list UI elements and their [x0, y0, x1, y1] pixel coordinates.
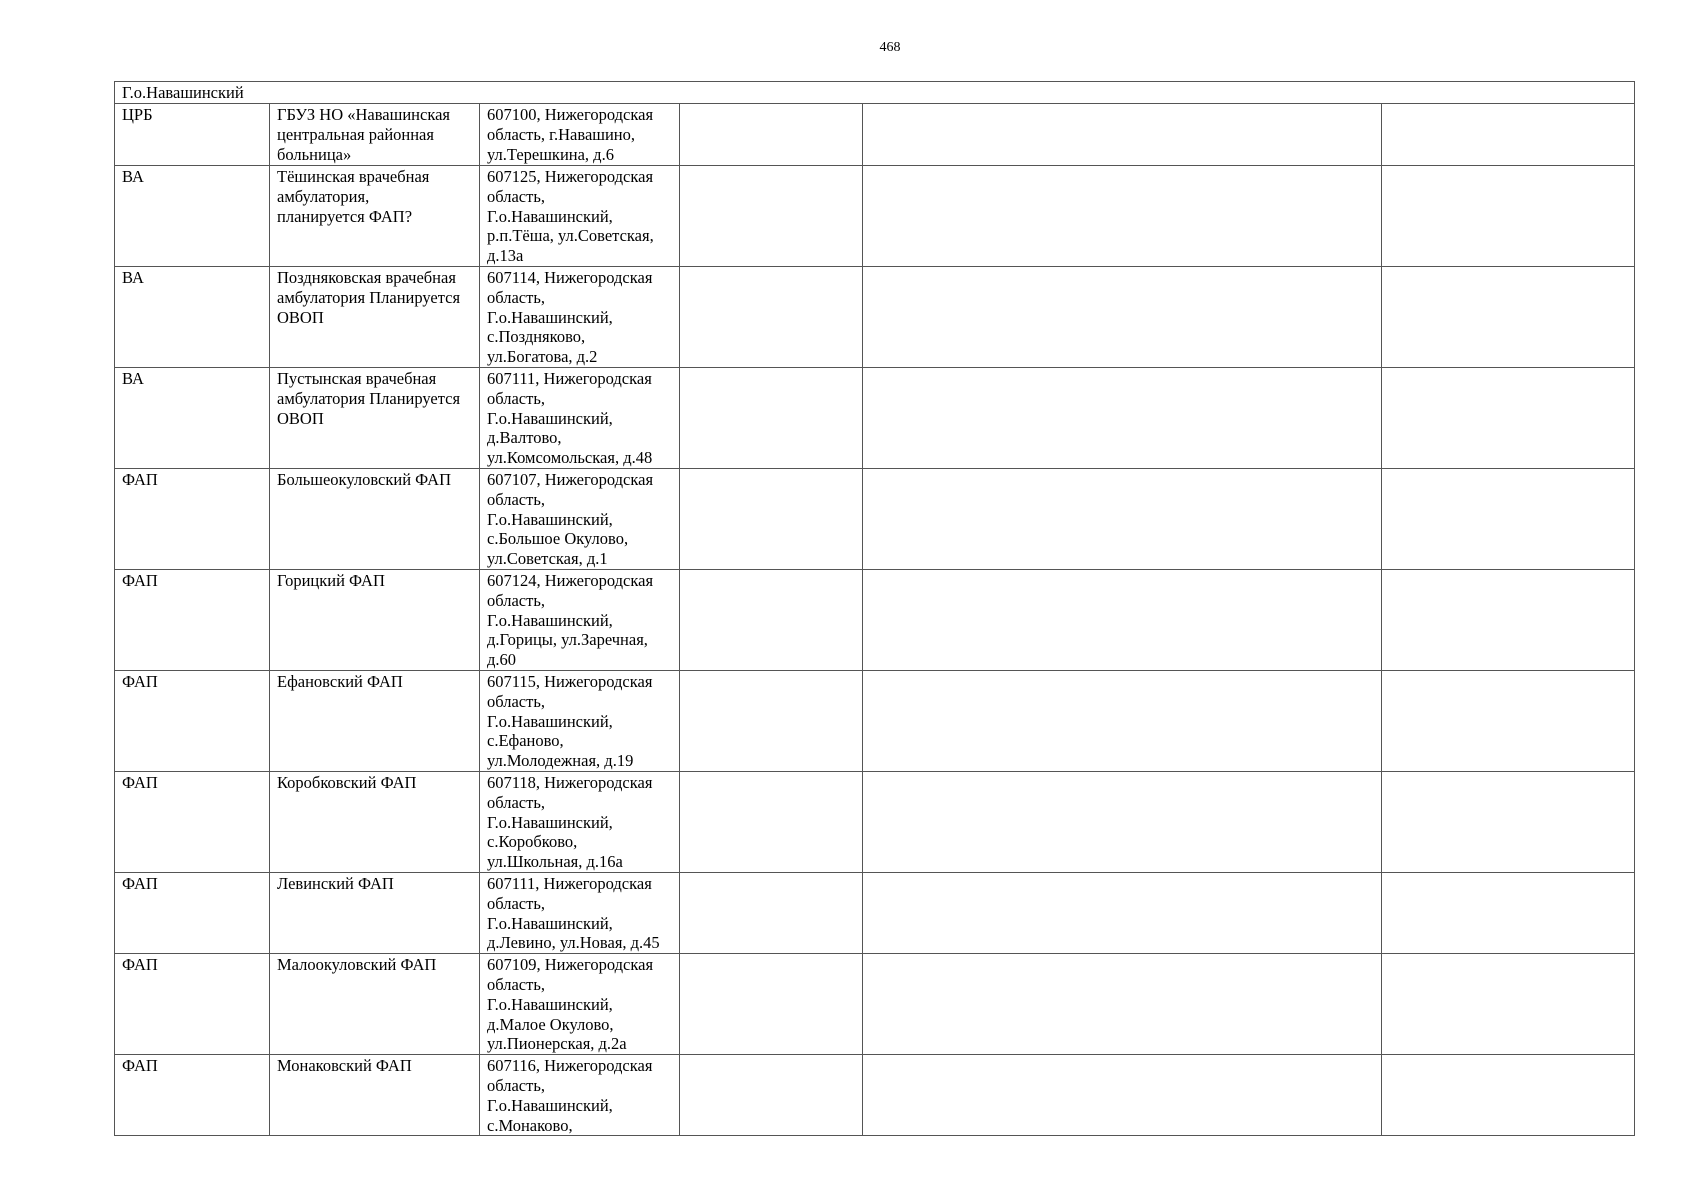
section-header-row — [115, 82, 1635, 104]
cell-type: ФАП — [115, 873, 270, 954]
cell-name: Тёшинская врачебная амбулатория, планируется ФАП? — [270, 166, 480, 267]
cell-empty — [863, 671, 1382, 772]
cell-name: Пустынская врачебная амбулатория Планируется ОВОП — [270, 368, 480, 469]
cell-empty — [863, 1055, 1382, 1136]
cell-address: 607124, Нижегородская область, Г.о.Навашинский, д.Горицы, ул.Заречная, д.60 — [480, 570, 680, 671]
cell-empty — [863, 873, 1382, 954]
cell-empty — [680, 166, 863, 267]
table-row — [115, 267, 1635, 368]
cell-empty — [863, 772, 1382, 873]
cell-type: ФАП — [115, 1055, 270, 1136]
table-row — [115, 954, 1635, 1055]
table-row — [115, 1055, 1635, 1136]
cell-empty — [680, 570, 863, 671]
cell-empty — [1382, 104, 1635, 166]
cell-empty — [1382, 772, 1635, 873]
facilities-table — [114, 81, 1635, 1136]
cell-empty — [1382, 267, 1635, 368]
cell-name: Монаковский ФАП — [270, 1055, 480, 1136]
cell-type: ВА — [115, 368, 270, 469]
cell-name: ГБУЗ НО «Навашинская центральная районная больница» — [270, 104, 480, 166]
cell-empty — [1382, 570, 1635, 671]
table-row — [115, 104, 1635, 166]
cell-empty — [680, 368, 863, 469]
cell-empty — [1382, 166, 1635, 267]
cell-name: Горицкий ФАП — [270, 570, 480, 671]
cell-name: Левинский ФАП — [270, 873, 480, 954]
cell-type: ВА — [115, 166, 270, 267]
table-row — [115, 772, 1635, 873]
cell-type: ФАП — [115, 671, 270, 772]
cell-address: 607109, Нижегородская область, Г.о.Навашинский, д.Малое Окулово, ул.Пионерская, д.2а — [480, 954, 680, 1055]
cell-name: Ефановский ФАП — [270, 671, 480, 772]
cell-empty — [863, 570, 1382, 671]
cell-empty — [863, 267, 1382, 368]
page-number: 468 — [879, 40, 901, 55]
cell-empty — [1382, 873, 1635, 954]
cell-empty — [680, 267, 863, 368]
cell-empty — [863, 469, 1382, 570]
cell-empty — [680, 772, 863, 873]
cell-address: 607107, Нижегородская область, Г.о.Навашинский, с.Большое Окулово, ул.Советская, д.1 — [480, 469, 680, 570]
cell-empty — [680, 1055, 863, 1136]
cell-empty — [680, 954, 863, 1055]
table-row — [115, 570, 1635, 671]
cell-address: 607111, Нижегородская область, Г.о.Навашинский, д.Левино, ул.Новая, д.45 — [480, 873, 680, 954]
cell-empty — [1382, 671, 1635, 772]
cell-type: ФАП — [115, 570, 270, 671]
table-row — [115, 873, 1635, 954]
cell-empty — [680, 873, 863, 954]
cell-type: ФАП — [115, 954, 270, 1055]
cell-type: ФАП — [115, 772, 270, 873]
table-row — [115, 671, 1635, 772]
table-row — [115, 469, 1635, 570]
cell-address: 607115, Нижегородская область, Г.о.Навашинский, с.Ефаново, ул.Молодежная, д.19 — [480, 671, 680, 772]
cell-empty — [1382, 1055, 1635, 1136]
table-row — [115, 368, 1635, 469]
table-row — [115, 166, 1635, 267]
cell-type: ФАП — [115, 469, 270, 570]
cell-empty — [1382, 469, 1635, 570]
cell-name: Поздняковская врачебная амбулатория Планируется ОВОП — [270, 267, 480, 368]
cell-empty — [1382, 368, 1635, 469]
cell-address: 607100, Нижегородская область, г.Навашино, ул.Терешкина, д.6 — [480, 104, 680, 166]
cell-empty — [680, 469, 863, 570]
cell-address: 607116, Нижегородская область, Г.о.Навашинский, с.Монаково, — [480, 1055, 680, 1136]
cell-type: ЦРБ — [115, 104, 270, 166]
cell-name: Малоокуловский ФАП — [270, 954, 480, 1055]
cell-address: 607111, Нижегородская область, Г.о.Навашинский, д.Валтово, ул.Комсомольская, д.48 — [480, 368, 680, 469]
cell-name: Большеокуловский ФАП — [270, 469, 480, 570]
cell-address: 607125, Нижегородская область, Г.о.Навашинский, р.п.Тёша, ул.Советская, д.13а — [480, 166, 680, 267]
cell-address: 607114, Нижегородская область, Г.о.Навашинский, с.Поздняково, ул.Богатова, д.2 — [480, 267, 680, 368]
cell-address: 607118, Нижегородская область, Г.о.Навашинский, с.Коробково, ул.Школьная, д.16а — [480, 772, 680, 873]
cell-type: ВА — [115, 267, 270, 368]
cell-empty — [863, 368, 1382, 469]
cell-empty — [680, 671, 863, 772]
section-title: Г.о.Навашинский — [115, 82, 1635, 104]
cell-name: Коробковский ФАП — [270, 772, 480, 873]
cell-empty — [863, 166, 1382, 267]
cell-empty — [1382, 954, 1635, 1055]
cell-empty — [680, 104, 863, 166]
cell-empty — [863, 104, 1382, 166]
cell-empty — [863, 954, 1382, 1055]
